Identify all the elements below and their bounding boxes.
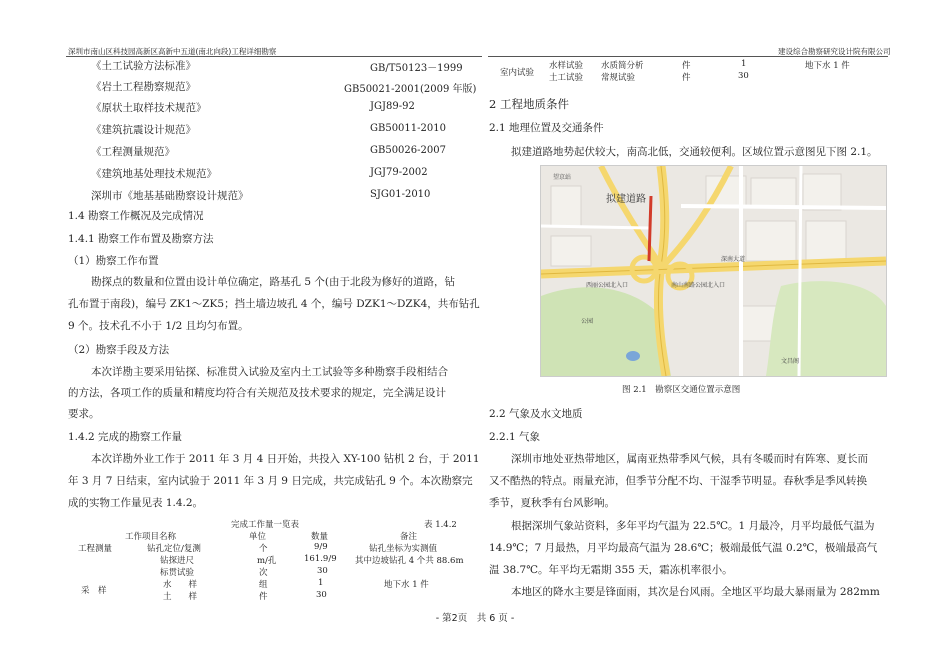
table-cell-item: 土 样	[163, 592, 198, 602]
section-heading-2-1: 2.1 地理位置及交通条件	[489, 122, 604, 134]
section-heading-1-4-1: 1.4.1 勘察工作布置及勘察方法	[68, 233, 214, 245]
reference-name: 《建筑地基处理技术规范》	[91, 168, 217, 180]
table-header-item: 工作项目名称	[125, 532, 177, 542]
paragraph-line: 9 个。技术孔不小于 1/2 且均匀布置。	[68, 320, 249, 332]
figure-caption: 图 2.1 勘察区交通位置示意图	[622, 385, 741, 395]
paragraph-line: 根据深圳气象站资料，多年平均气温为 22.5℃。1 月最冷，月平均最低气温为	[511, 520, 875, 532]
reference-name: 深圳市《地基基础勘察设计规范》	[91, 190, 249, 202]
reference-name: 《工程测量规范》	[91, 146, 175, 158]
table-cell-unit: 件	[682, 73, 691, 83]
reference-code: GB50026-2007	[370, 145, 446, 156]
table-cell-unit: 件	[259, 592, 268, 602]
table-cell-note: 其中边坡钻孔 4 个共 88.6m	[355, 556, 464, 566]
paragraph-line: 孔布置于南段)，编号 ZK1～ZK5；挡土墙边坡孔 4 个，编号 DZK1～DZK4，共布钻孔	[68, 298, 480, 310]
reference-code: JGJ79-2002	[370, 167, 428, 178]
section-heading-2-2: 2.2 气象及水文地质	[489, 408, 583, 420]
table-cell-note: 地下水 1 件	[805, 61, 850, 71]
table-cell-sub: 常规试验	[601, 73, 636, 83]
table-caption: 完成工作量一览表	[231, 520, 300, 530]
section-heading-1-4-2: 1.4.2 完成的勘察工作量	[68, 431, 183, 443]
table-header-unit: 单位	[249, 532, 267, 542]
table-cell-qty: 161.9/9	[304, 554, 337, 564]
table-cell-item: 水样试验	[549, 61, 584, 71]
table-cell-group: 采 样	[81, 586, 107, 596]
map-label-entrance-2: 南山南路公园北入口	[671, 282, 726, 289]
paragraph-line: 本次详勘外业工作于 2011 年 3 月 4 日开始，共投入 XY-100 钻机 2 台，于 2011	[91, 453, 480, 465]
map-label-dadao: 深南大道	[721, 256, 746, 263]
table-cell-item: 标贯试验	[160, 568, 195, 578]
paragraph-line: 14.9℃；7 月最热，月平均最高气温为 28.6℃；极端最低气温 0.2℃，极端最高气	[489, 542, 878, 554]
table-cell-note: 钻孔坐标为实测值	[369, 544, 438, 554]
reference-name: 《建筑抗震设计规范》	[91, 124, 196, 136]
table-cell-item: 钻探进尺	[160, 556, 195, 566]
section-heading-1-4: 1.4 勘察工作概况及完成情况	[68, 210, 204, 222]
subheading-methods: （2）勘察手段及方法	[68, 344, 170, 356]
location-map	[540, 165, 887, 377]
paragraph-line: 温 38.7℃。年平均无霜期 355 天，霜冻机率很小。	[489, 564, 733, 576]
table-cell-note: 地下水 1 件	[384, 580, 429, 590]
paragraph-line: 又不酷热的特点。雨量充沛，但季节分配不均、干湿季节明显。春秋季是季风转换	[489, 475, 867, 487]
chapter-heading-2: 2 工程地质条件	[489, 97, 569, 111]
header-rule-right	[488, 56, 888, 57]
paragraph-line: 季节，夏秋季有台风影响。	[489, 497, 615, 509]
paragraph-line: 年 3 月 7 日结束，室内试验于 2011 年 3 月 9 日完成，共完成钻孔 9 个。本次勘察完	[68, 475, 473, 487]
paragraph-line: 勘探点的数量和位置由设计单位确定，路基孔 5 个(由于北段为修好的道路，钻	[91, 276, 455, 288]
table-cell-unit: m/孔	[257, 556, 277, 566]
header-right: 建设综合勘察研究设计院有限公司	[778, 47, 891, 56]
table-cell-qty: 9/9	[314, 542, 328, 552]
map-label-wangjing: 望京站	[553, 174, 572, 181]
table-cell-unit: 次	[259, 568, 268, 578]
table-header-note: 备注	[400, 532, 418, 542]
table-cell-qty: 1	[741, 59, 747, 69]
header-rule-left	[66, 56, 482, 57]
table-cell-qty: 30	[317, 566, 328, 576]
map-label-entrance-1: 西丽公园北入口	[586, 282, 629, 289]
page-footer: - 第2页 共 6 页 -	[435, 613, 515, 624]
paragraph-line: 本地区的降水主要是锋面雨，其次是台风雨。全地区平均最大暴雨量为 282mm	[511, 586, 880, 598]
table-cell-qty: 30	[738, 71, 749, 81]
table-cell-unit: 个	[259, 544, 268, 554]
table-cell-group: 室内试验	[500, 68, 535, 78]
reference-name: 《土工试验方法标准》	[91, 60, 196, 72]
subheading-layout: （1）勘察工作布置	[68, 255, 159, 267]
paragraph-line: 要求。	[68, 408, 100, 420]
reference-code: SJG01-2010	[370, 189, 431, 200]
paragraph-line: 深圳市地处亚热带地区，属南亚热带季风气候，具有冬暖而时有阵寒、夏长而	[511, 453, 868, 465]
paragraph-line: 的方法，各项工作的质量和精度均符合有关规范及技术要求的规定，完全满足设计	[68, 387, 446, 399]
table-header-qty: 数量	[311, 532, 329, 542]
reference-code: GB50021-2001(2009 年版)	[344, 84, 477, 95]
reference-name: 《岩土工程勘察规范》	[91, 81, 196, 93]
header-left: 深圳市南山区科技园高新区高新中五道(南北向段)工程详细勘察	[68, 47, 277, 56]
map-graphic	[541, 166, 886, 376]
table-cell-item: 钻孔定位/复测	[147, 544, 201, 554]
table-cell-unit: 件	[682, 61, 691, 71]
table-cell-qty: 1	[318, 578, 324, 588]
reference-code: JGJ89-92	[370, 101, 415, 112]
reference-code: GB/T50123－1999	[370, 63, 463, 74]
section-heading-2-2-1: 2.2.1 气象	[489, 431, 541, 443]
table-number: 表 1.4.2	[424, 520, 457, 530]
map-label-park: 公园	[581, 318, 594, 325]
reference-code: GB50011-2010	[370, 123, 446, 134]
table-cell-unit: 组	[259, 580, 268, 590]
reference-name: 《原状土取样技术规范》	[91, 102, 207, 114]
table-cell-sub: 水质简分析	[601, 61, 644, 71]
table-cell-item: 水 样	[163, 580, 198, 590]
map-label-road: 拟建道路	[606, 194, 646, 205]
table-cell-item: 土工试验	[549, 73, 584, 83]
map-label-food: 文昌阁	[781, 358, 800, 365]
table-cell-qty: 30	[316, 590, 327, 600]
table-cell-group: 工程测量	[78, 544, 113, 554]
paragraph-line: 成的实物工作量见表 1.4.2。	[68, 497, 204, 509]
paragraph-line: 本次详勘主要采用钻探、标准贯入试验及室内土工试验等多种勘察手段相结合	[91, 366, 448, 378]
paragraph-line: 拟建道路地势起伏较大，南高北低，交通较便利。区域位置示意图见下图 2.1。	[511, 146, 878, 158]
